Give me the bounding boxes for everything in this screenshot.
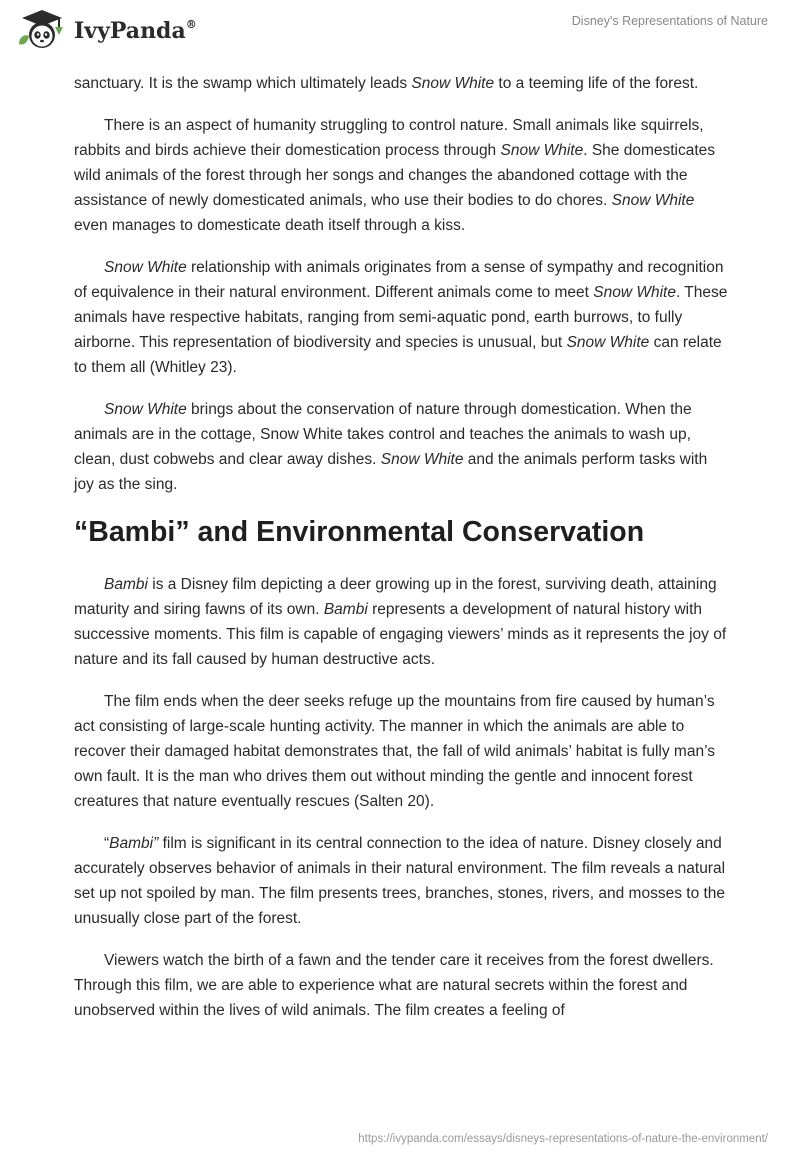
paragraph xyxy=(74,689,728,814)
text-run: sanctuary. It is the swamp which ultimately leads xyxy=(74,75,412,92)
italic-title: Snow White xyxy=(566,334,650,351)
paragraph xyxy=(74,572,728,672)
text-run: represents a development of natural history with successive moments. This film is capable of engaging viewers’ minds as it represents the joy of nature and its fall caused by human destructive acts. xyxy=(74,601,727,668)
italic-title: Bambi xyxy=(323,601,368,618)
section-paragraphs xyxy=(74,572,728,1023)
paragraph xyxy=(74,831,728,931)
text-run: . These animals have respective habitats, ranging from semi-aquatic pond, earth burrows, to fully airborne. This representation of biodiversity and species is unusual, but xyxy=(74,284,728,351)
panda-graduate-icon xyxy=(14,8,70,52)
paragraph xyxy=(74,71,728,96)
italic-title: Snow White xyxy=(500,142,584,159)
text-run: The film ends when the deer seeks refuge up the mountains from fire caused by human’s act consisting of large-scale hunting activity. The manner in which the animals are able to recover their damaged habitat demonstrates that, the fall of wild animals’ habitat is fully man’s own fault. It is the man who drives them out without minding the gentle and innocent forest creatures that nature eventually rescues (Salten 20). xyxy=(74,693,715,810)
section-heading: “Bambi” and Environmental Conservation xyxy=(74,516,645,548)
logo-wordmark xyxy=(74,18,197,44)
essay-body xyxy=(74,71,728,1040)
text-run: and the animals perform tasks with joy as the sing. xyxy=(74,451,708,493)
page-header xyxy=(0,0,800,60)
text-run: film is significant in its central connection to the idea of nature. Disney closely and accurately observes behavior of animals in their natural environment. The film reveals a natural set up not spoiled by man. The film presents trees, branches, stones, rivers, and mosses to the unusually close part of the forest. xyxy=(74,835,726,927)
italic-title: Snow White xyxy=(104,259,187,276)
text-run: even manages to domesticate death itself through a kiss. xyxy=(74,217,466,234)
paragraph xyxy=(74,948,728,1023)
paragraph xyxy=(74,255,728,380)
document-title: Disney's Representations of Nature xyxy=(571,14,768,28)
text-run: brings about the conservation of nature through domestication. When the animals are in the cottage, Snow White takes control and teaches the animals to wash up, clean, dust cobwebs and clear away dishes. xyxy=(74,401,692,468)
paragraph xyxy=(74,113,728,238)
text-run: . She domesticates wild animals of the forest through her songs and changes the abandoned cottage with the assistance of newly domesticated animals, who use their bodies to do chores. xyxy=(74,142,716,209)
intro-paragraphs xyxy=(74,71,728,497)
text-run: is a Disney film depicting a deer growing up in the forest, surviving death, attaining maturity and siring fawns of its own. xyxy=(74,576,717,618)
italic-title: Snow White xyxy=(380,451,464,468)
italic-title: Bambi xyxy=(104,576,148,593)
registered-mark: ® xyxy=(185,17,197,31)
text-run: can relate to them all (Whitley 23). xyxy=(74,334,722,376)
paragraph xyxy=(74,397,728,497)
text-run: “ xyxy=(104,835,110,852)
logo-text: IvyPanda xyxy=(74,18,186,44)
text-run: Viewers watch the birth of a fawn and the tender care it receives from the forest dwellers. Through this film, we are able to experience what are natural secrets within the forest and unobserved within the lives of wild animals. The film creates a feeling of xyxy=(74,952,714,1019)
ivypanda-logo[interactable] xyxy=(14,8,197,52)
text-run: There is an aspect of humanity struggling to control nature. Small animals like squirrels, rabbits and birds achieve their domestication process through xyxy=(74,117,704,159)
source-url[interactable]: https://ivypanda.com/essays/disneys-representations-of-nature-the-environment/ xyxy=(358,1133,768,1145)
text-run: relationship with animals originates from a sense of sympathy and recognition of equivalence in their natural environment. Different animals come to meet xyxy=(74,259,724,301)
text-run: to a teeming life of the forest. xyxy=(494,75,699,92)
italic-title: Snow White xyxy=(611,192,695,209)
italic-title: Snow White xyxy=(104,401,187,418)
italic-title: Snow White xyxy=(593,284,676,301)
italic-title: Snow White xyxy=(411,75,495,92)
italic-title: Bambi” xyxy=(109,835,159,852)
